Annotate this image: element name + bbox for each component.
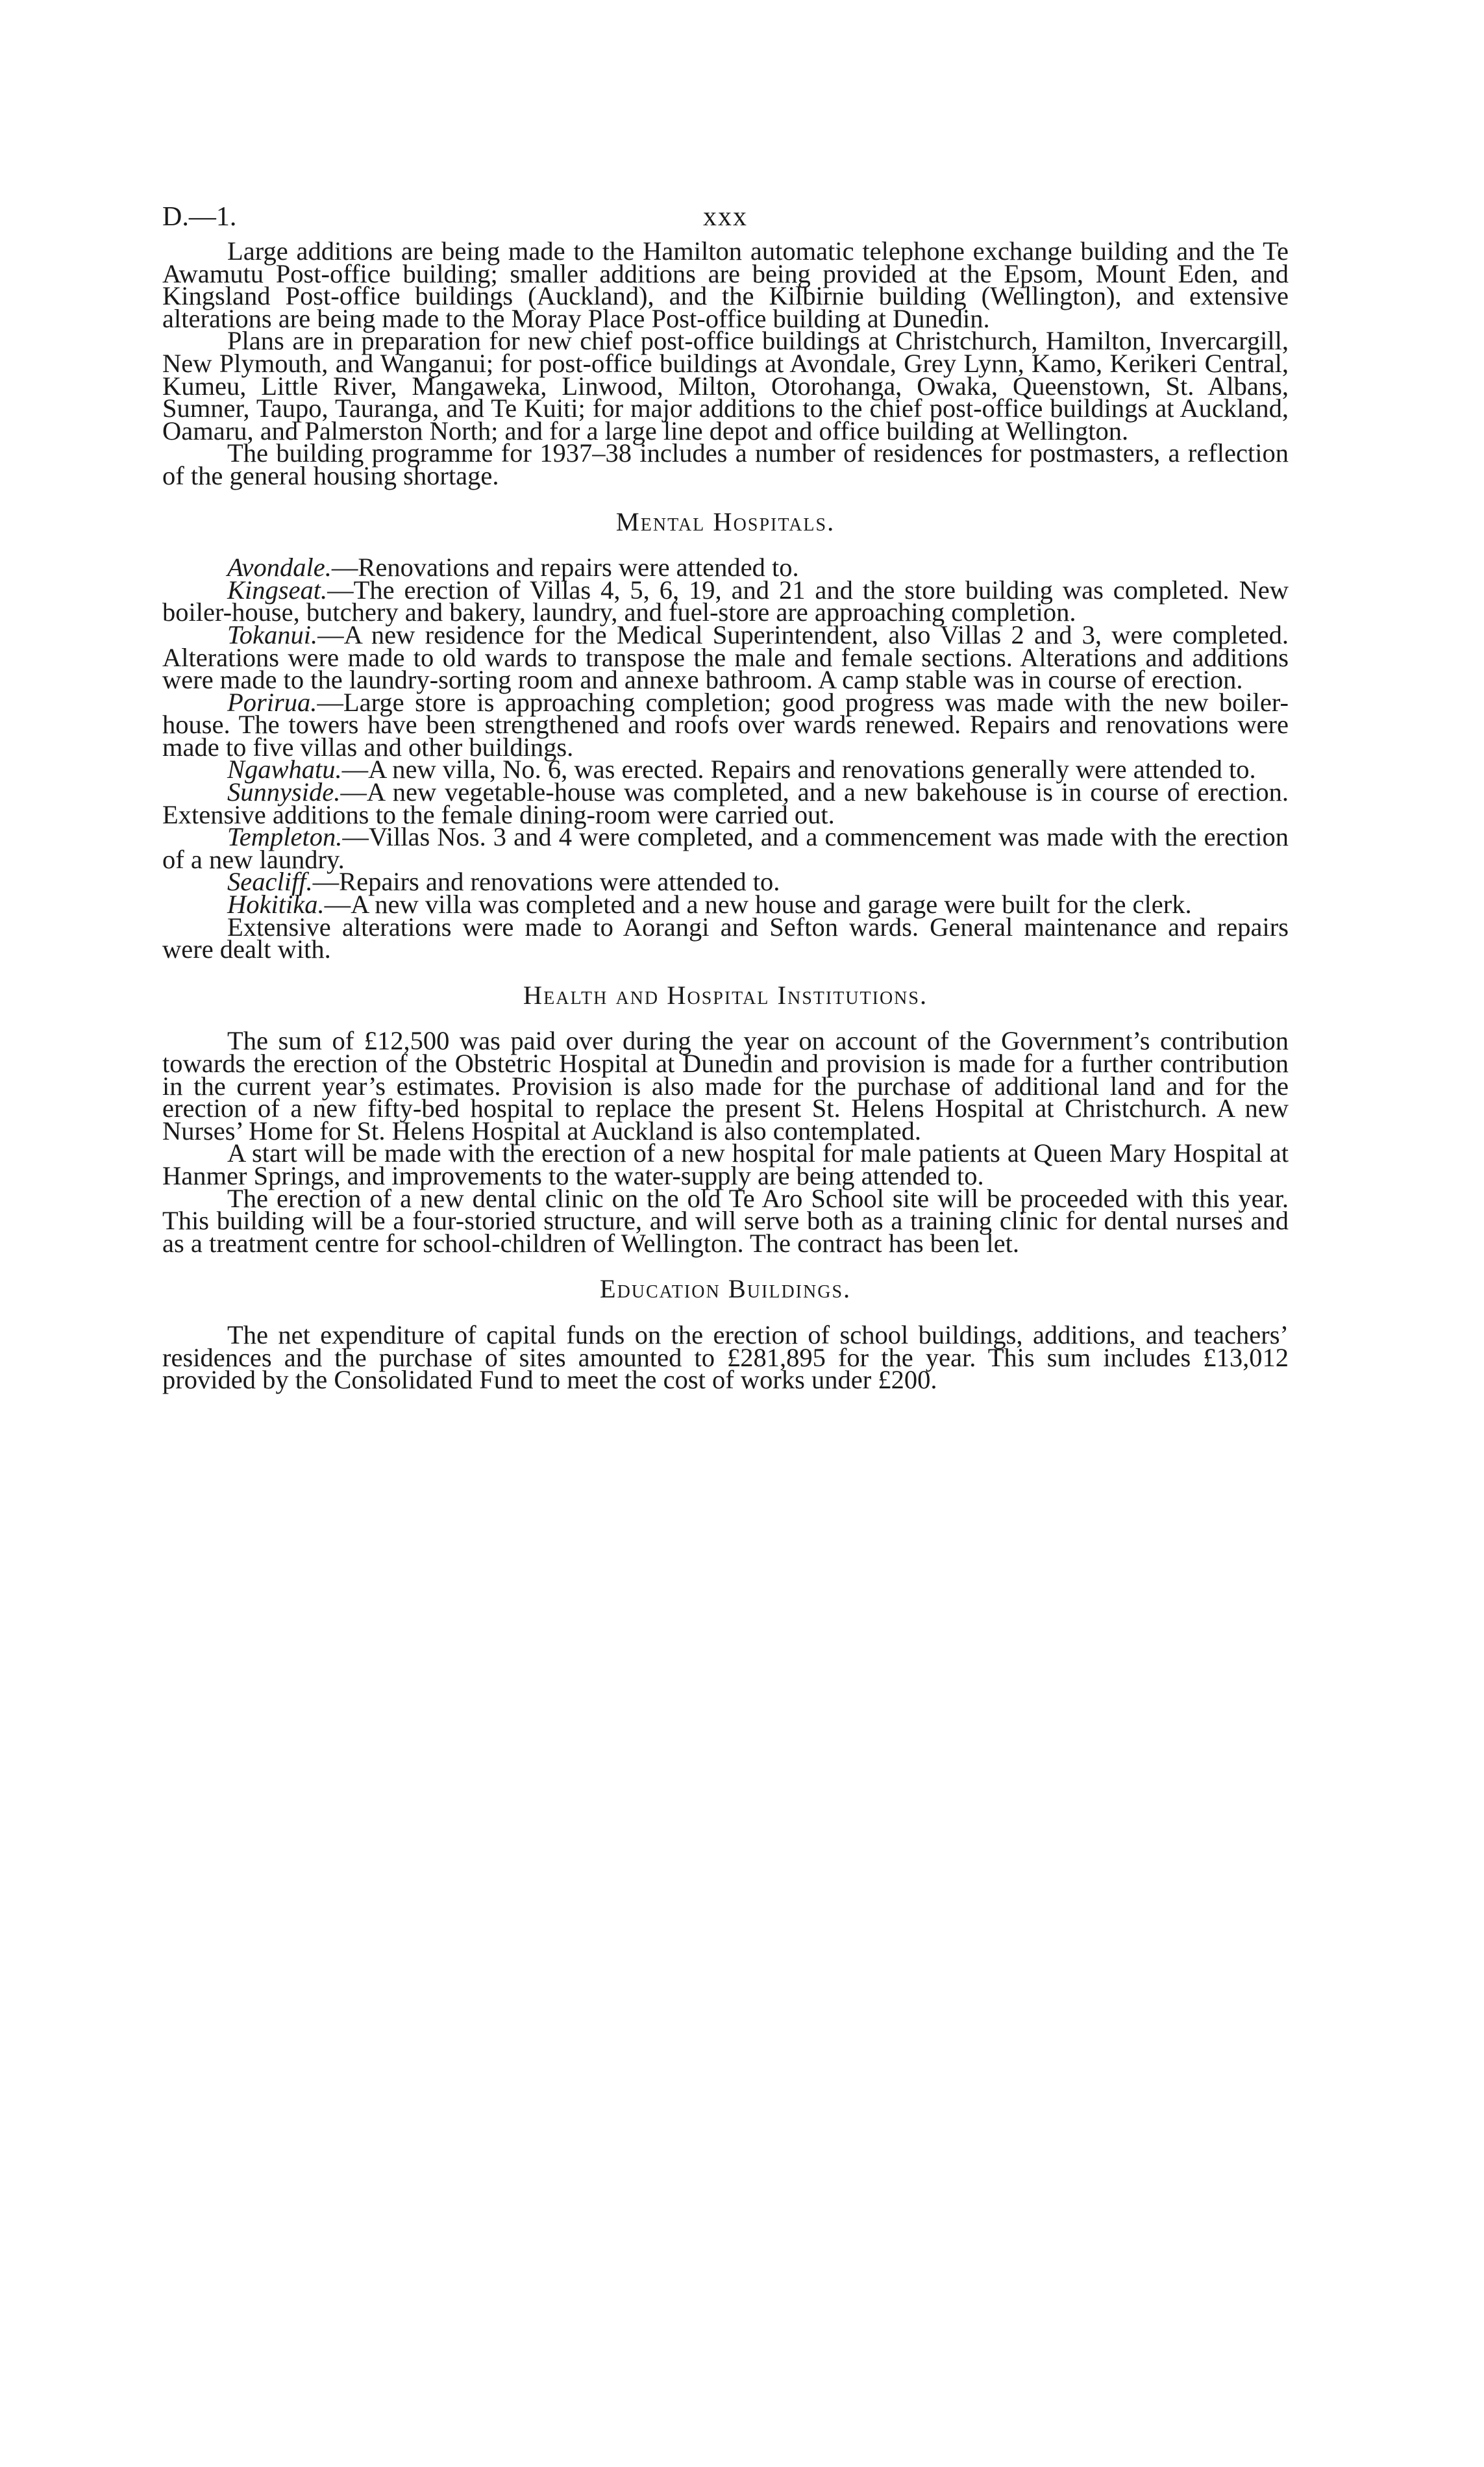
entry-text: —A new villa, No. 6, was erected. Repairs and renovations generally were attended to. xyxy=(341,755,1256,784)
entry-place: Avondale. xyxy=(227,553,332,582)
section-title-health-institutions: Health and Hospital Institutions. xyxy=(523,980,928,1010)
document-reference: D.—1. xyxy=(162,202,237,232)
page-number: xxx xyxy=(703,202,748,232)
entry-text: —A new vegetable-house was completed, and a new bakehouse is in course of erection. Extensive additions to the female dining-room were carried out. xyxy=(162,777,1289,829)
paragraph-health-1: The sum of £12,500 was paid over during the year on account of the Government’s contribution towards the erection of the Obstetric Hospital at Dunedin and provision is made for a further contribution in the current year’s estimates. Provision is also made for the purchase of additional land and for the erection of a new fifty-bed hospital to replace the present St. Helens Hospital at Christchurch. A new Nurses’ Home for St. Helens Hospital at Auckland is also contemplated. xyxy=(162,1026,1289,1146)
entry-place: Tokanui. xyxy=(227,620,318,649)
entry-text: —Renovations and repairs were attended to. xyxy=(331,553,799,582)
section-title-mental-hospitals: Mental Hospitals. xyxy=(615,507,835,536)
paragraph-intro-2: Plans are in preparation for new chief post-office buildings at Christchurch, Hamilton, Invercargill, New Plymouth, and Wanganui; for post-office buildings at Avondale, Grey Lynn, Kamo, Kerikeri Central, Kumeu, Little River, Mangaweka, Linwood, Milton, Otorohanga, Owaka, Queenstown, St. Albans, Sumner, Taupo, Tauranga, and Te Kuiti; for major additions to the chief post-office buildings at Auckland, Oamaru, and Palmerston North; and for a large line depot and office building at Wellington. xyxy=(162,326,1289,445)
entry-place: Hokitika. xyxy=(227,890,325,920)
entry-place: Sunnyside. xyxy=(227,777,341,807)
paragraph-education-1: The net expenditure of capital funds on the erection of school buildings, additions, and teachers’ residences and the purchase of sites amounted to £281,895 for the year. This sum includes £13,012 provided by the Consolidated Fund to meet the cost of works under £200. xyxy=(162,1320,1289,1395)
entry-sunnyside xyxy=(162,777,1289,829)
entry-text: —Repairs and renovations were attended to. xyxy=(312,867,780,897)
entry-porirua xyxy=(162,687,1289,762)
entry-kingseat xyxy=(162,575,1289,627)
entry-place: Porirua. xyxy=(227,687,317,717)
entry-place: Kingseat. xyxy=(227,575,328,605)
entry-templeton xyxy=(162,822,1289,874)
entry-text: —Villas Nos. 3 and 4 were completed, and a commencement was made with the erection of a new laundry. xyxy=(162,822,1289,874)
entry-text: —A new villa was completed and a new house and garage were built for the clerk. xyxy=(324,890,1192,920)
entry-place: Ngawhatu. xyxy=(227,755,342,784)
page-header xyxy=(162,201,1289,240)
entry-text: —Large store is approaching completion; good progress was made with the new boiler-house. The towers have been strengthened and roofs over wards renewed. Repairs and renovations were made to five villas and other buildings. xyxy=(162,687,1289,762)
document-page xyxy=(162,201,1289,1395)
entry-tokanui xyxy=(162,620,1289,695)
paragraph-intro-1: Large additions are being made to the Hamilton automatic telephone exchange building and the Te Awamutu Post-office building; smaller additions are being provided at the Epsom, Mount Eden, and Kingsland Post-office buildings (Auckland), and the Kilbirnie building (Wellington), and extensive alterations are being made to the Moray Place Post-office building at Dunedin. xyxy=(162,236,1289,333)
paragraph-health-2: A start will be made with the erection of a new hospital for male patients at Queen Mary Hospital at Hanmer Springs, and improvements to the water-supply are being attended to. xyxy=(162,1138,1289,1190)
entry-text: —A new residence for the Medical Superintendent, also Villas 2 and 3, were completed. Alterations were made to old wards to transpose the male and female sections. Alterations and additions were made to the laundry-sorting room and annexe bathroom. A camp stable was in course of erection. xyxy=(162,620,1289,695)
paragraph-mental-closing: Extensive alterations were made to Aorangi and Sefton wards. General maintenance and repairs were dealt with. xyxy=(162,912,1289,964)
entry-place: Seacliff. xyxy=(227,867,313,897)
paragraph-intro-3: The building programme for 1937–38 includes a number of residences for postmasters, a reflection of the general housing shortage. xyxy=(162,438,1289,490)
paragraph-health-3: The erection of a new dental clinic on the old Te Aro School site will be proceeded with this year. This building will be a four-storied structure, and will serve both as a training clinic for dental nurses and as a treatment centre for school-children of Wellington. The contract has been let. xyxy=(162,1183,1289,1258)
entry-text: —The erection of Villas 4, 5, 6, 19, and 21 and the store building was completed. New boiler-house, butchery and bakery, laundry, and fuel-store are approaching completion. xyxy=(162,575,1289,627)
entry-place: Templeton. xyxy=(227,822,343,852)
section-title-education-buildings: Education Buildings. xyxy=(599,1274,852,1304)
